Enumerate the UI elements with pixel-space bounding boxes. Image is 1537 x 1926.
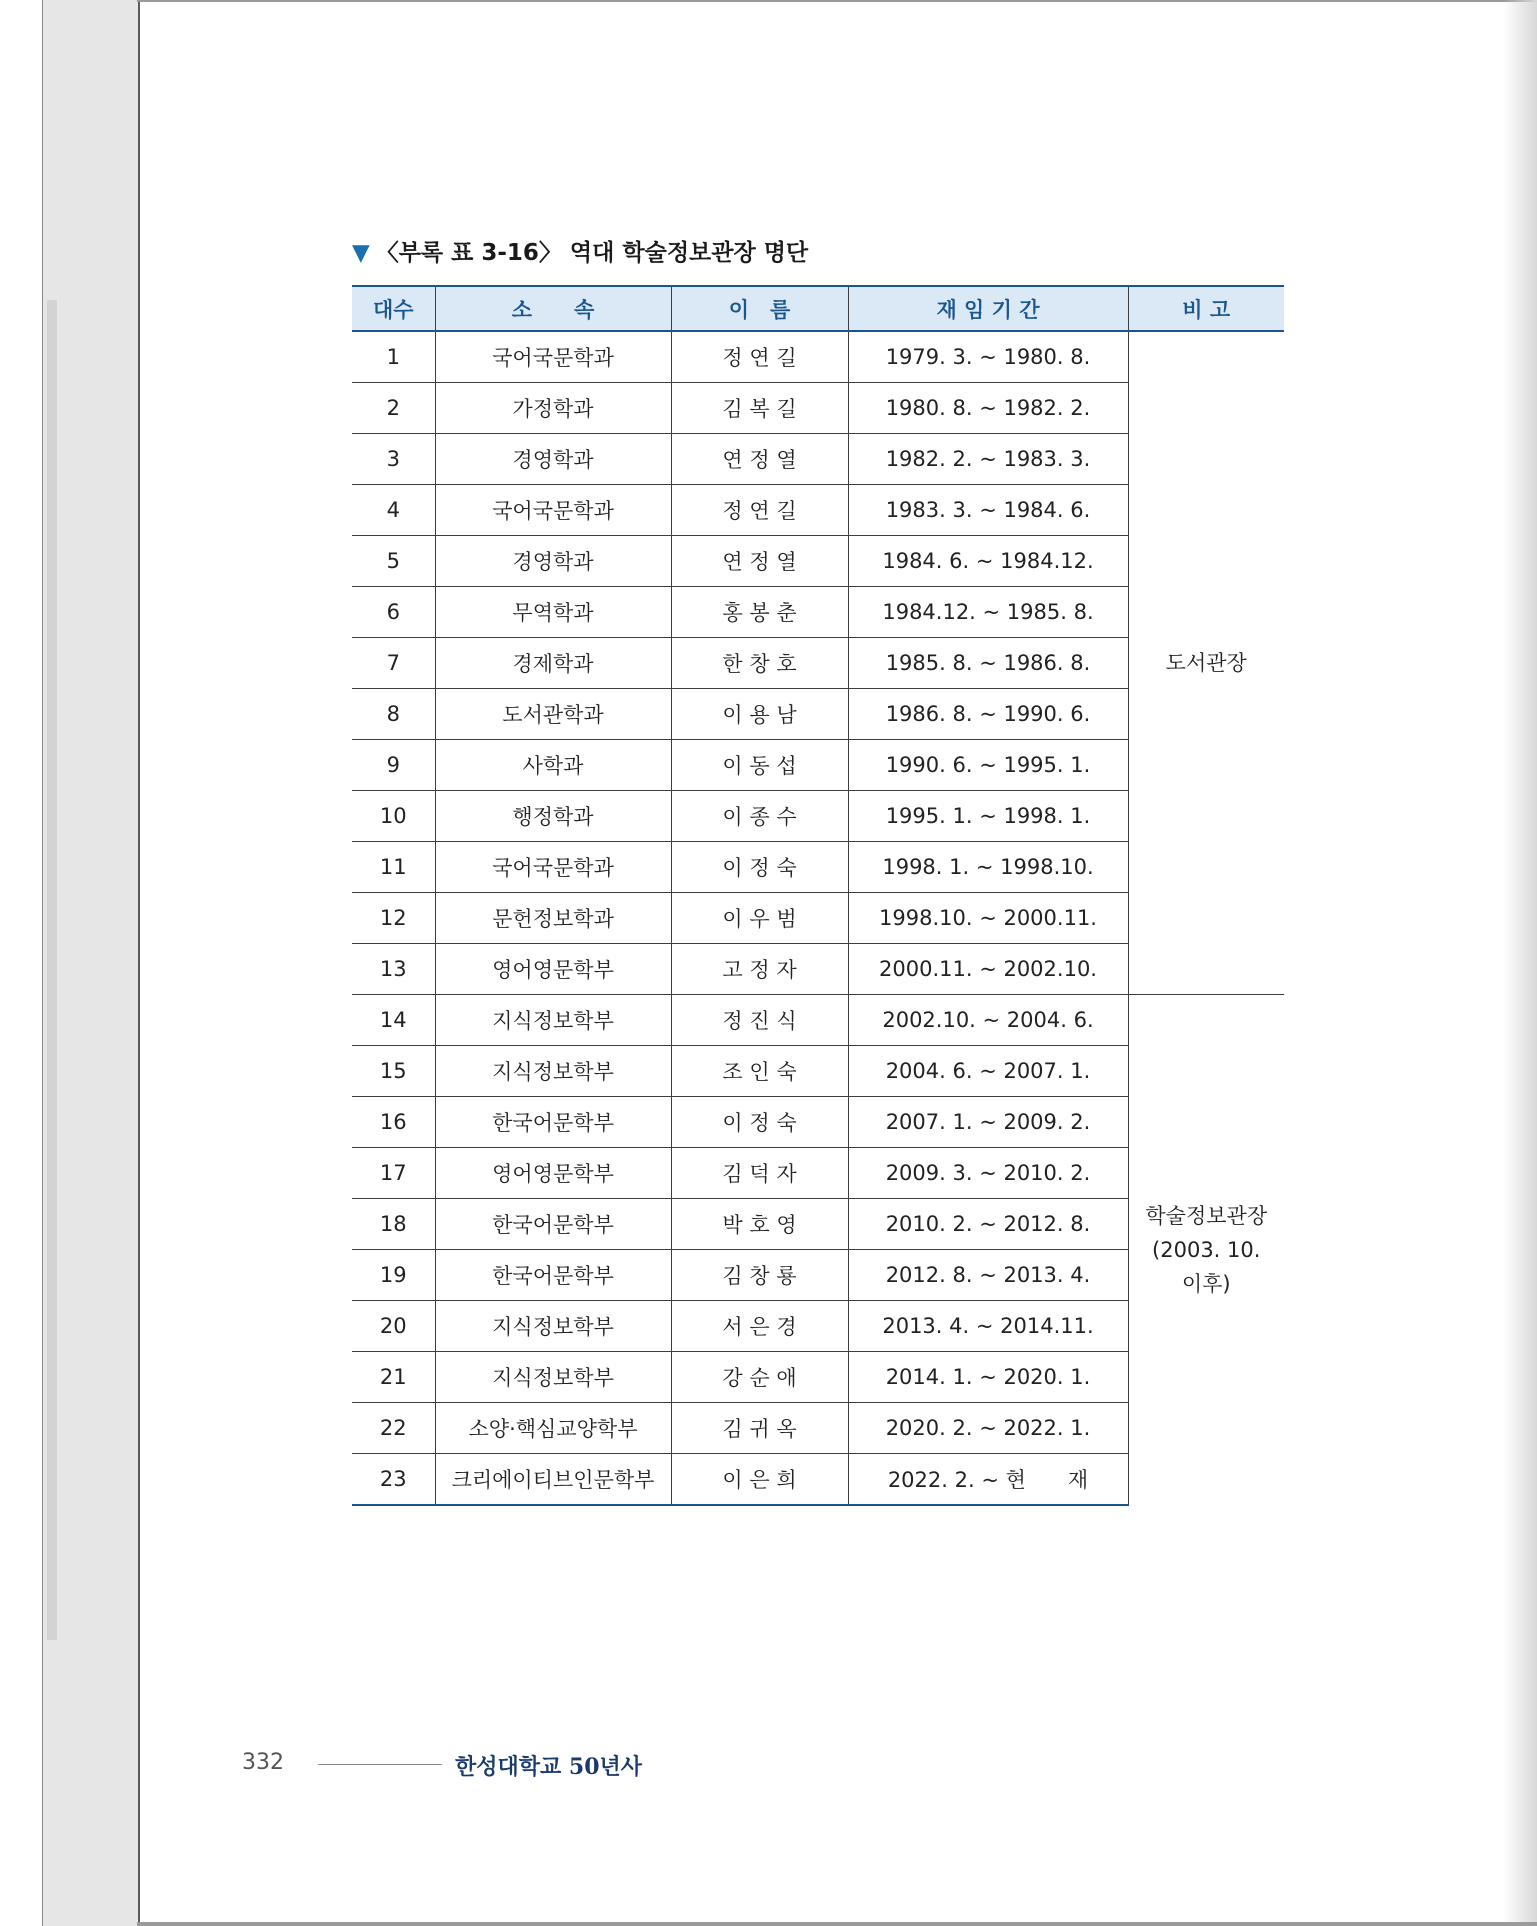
cell-department: 행정학과: [435, 791, 671, 842]
cell-term: 14: [352, 995, 435, 1046]
cell-term: 9: [352, 740, 435, 791]
cell-name: 정 연 길: [671, 331, 848, 383]
cell-name: 고 정 자: [671, 944, 848, 995]
cell-department: 경영학과: [435, 434, 671, 485]
cell-department: 경제학과: [435, 638, 671, 689]
cell-tenure: 1985. 8. ~ 1986. 8.: [848, 638, 1128, 689]
cell-tenure: 2004. 6. ~ 2007. 1.: [848, 1046, 1128, 1097]
col-header-term: 대수: [352, 286, 435, 331]
cell-tenure: 2002.10. ~ 2004. 6.: [848, 995, 1128, 1046]
running-footer-title: 한성대학교 50년사: [455, 1754, 643, 1780]
col-header-tenure: 재 임 기 간: [848, 286, 1128, 331]
cell-department: 지식정보학부: [435, 1301, 671, 1352]
cell-department: 지식정보학부: [435, 1352, 671, 1403]
cell-name: 김 창 룡: [671, 1250, 848, 1301]
directors-table: [352, 285, 1284, 1506]
cell-tenure: 1998.10. ~ 2000.11.: [848, 893, 1128, 944]
cell-name: 이 용 남: [671, 689, 848, 740]
cell-tenure: 2012. 8. ~ 2013. 4.: [848, 1250, 1128, 1301]
cell-name: 연 정 열: [671, 536, 848, 587]
cell-name: 정 진 식: [671, 995, 848, 1046]
cell-department: 문헌정보학과: [435, 893, 671, 944]
cell-name: 강 순 애: [671, 1352, 848, 1403]
book-top-edge: [137, 0, 1537, 2]
cell-tenure: 2000.11. ~ 2002.10.: [848, 944, 1128, 995]
cell-name: 조 인 숙: [671, 1046, 848, 1097]
col-header-remarks: 비 고: [1128, 286, 1284, 331]
cell-term: 21: [352, 1352, 435, 1403]
cell-term: 16: [352, 1097, 435, 1148]
book-spine-inner: [47, 300, 57, 1640]
book-bottom-edge: [137, 1922, 1537, 1926]
cell-department: 국어국문학과: [435, 331, 671, 383]
col-header-name: 이 름: [671, 286, 848, 331]
cell-department: 소양·핵심교양학부: [435, 1403, 671, 1454]
cell-name: 정 연 길: [671, 485, 848, 536]
triangle-marker-icon: ▼: [352, 240, 370, 266]
cell-department: 무역학과: [435, 587, 671, 638]
cell-term: 10: [352, 791, 435, 842]
cell-department: 경영학과: [435, 536, 671, 587]
page-right-shadow: [1503, 0, 1537, 1926]
cell-term: 7: [352, 638, 435, 689]
cell-department: 가정학과: [435, 383, 671, 434]
cell-department: 한국어문학부: [435, 1199, 671, 1250]
cell-name: 이 종 수: [671, 791, 848, 842]
cell-term: 22: [352, 1403, 435, 1454]
cell-tenure: 1986. 8. ~ 1990. 6.: [848, 689, 1128, 740]
cell-name: 이 동 섭: [671, 740, 848, 791]
cell-name: 이 정 숙: [671, 842, 848, 893]
cell-term: 23: [352, 1454, 435, 1506]
cell-term: 5: [352, 536, 435, 587]
cell-term: 8: [352, 689, 435, 740]
book-spine: [42, 0, 140, 1926]
cell-tenure: 1979. 3. ~ 1980. 8.: [848, 331, 1128, 383]
cell-tenure: 1980. 8. ~ 1982. 2.: [848, 383, 1128, 434]
cell-department: 도서관학과: [435, 689, 671, 740]
table-body: [352, 331, 1284, 1505]
cell-department: 한국어문학부: [435, 1097, 671, 1148]
cell-tenure: 1990. 6. ~ 1995. 1.: [848, 740, 1128, 791]
page-number: 332: [242, 1750, 284, 1775]
table-row: [352, 331, 1284, 383]
cell-term: 20: [352, 1301, 435, 1352]
cell-term: 4: [352, 485, 435, 536]
cell-department: 지식정보학부: [435, 995, 671, 1046]
cell-tenure: 2022. 2. ~ 현 재: [848, 1454, 1128, 1506]
col-header-department: 소 속: [435, 286, 671, 331]
cell-tenure: 1995. 1. ~ 1998. 1.: [848, 791, 1128, 842]
cell-tenure: 2013. 4. ~ 2014.11.: [848, 1301, 1128, 1352]
cell-tenure: 1984. 6. ~ 1984.12.: [848, 536, 1128, 587]
cell-department: 한국어문학부: [435, 1250, 671, 1301]
cell-tenure: 1982. 2. ~ 1983. 3.: [848, 434, 1128, 485]
cell-name: 연 정 열: [671, 434, 848, 485]
table-header-row: [352, 286, 1284, 331]
cell-name: 이 우 범: [671, 893, 848, 944]
cell-department: 국어국문학과: [435, 485, 671, 536]
table-row: [352, 995, 1284, 1046]
cell-term: 11: [352, 842, 435, 893]
table-caption: [352, 234, 808, 267]
table-caption-text: 〈부록 표 3-16〉 역대 학술정보관장 명단: [375, 240, 809, 266]
cell-department: 영어영문학부: [435, 1148, 671, 1199]
cell-term: 2: [352, 383, 435, 434]
cell-remarks: 도서관장: [1128, 331, 1284, 995]
cell-name: 이 정 숙: [671, 1097, 848, 1148]
cell-department: 국어국문학과: [435, 842, 671, 893]
cell-tenure: 1998. 1. ~ 1998.10.: [848, 842, 1128, 893]
footer-rule: [318, 1764, 442, 1765]
cell-term: 3: [352, 434, 435, 485]
cell-department: 사학과: [435, 740, 671, 791]
cell-tenure: 1983. 3. ~ 1984. 6.: [848, 485, 1128, 536]
cell-tenure: 2020. 2. ~ 2022. 1.: [848, 1403, 1128, 1454]
cell-name: 서 은 경: [671, 1301, 848, 1352]
cell-term: 12: [352, 893, 435, 944]
cell-term: 15: [352, 1046, 435, 1097]
cell-tenure: 2010. 2. ~ 2012. 8.: [848, 1199, 1128, 1250]
cell-name: 홍 봉 춘: [671, 587, 848, 638]
cell-name: 김 덕 자: [671, 1148, 848, 1199]
cell-tenure: 2009. 3. ~ 2010. 2.: [848, 1148, 1128, 1199]
cell-name: 박 호 영: [671, 1199, 848, 1250]
cell-term: 19: [352, 1250, 435, 1301]
cell-term: 18: [352, 1199, 435, 1250]
cell-tenure: 2014. 1. ~ 2020. 1.: [848, 1352, 1128, 1403]
cell-term: 6: [352, 587, 435, 638]
cell-name: 이 은 희: [671, 1454, 848, 1506]
cell-department: 지식정보학부: [435, 1046, 671, 1097]
cell-term: 1: [386, 345, 400, 369]
cell-department: 영어영문학부: [435, 944, 671, 995]
cell-term: 13: [352, 944, 435, 995]
cell-name: 한 창 호: [671, 638, 848, 689]
cell-department: 크리에이티브인문학부: [435, 1454, 671, 1506]
cell-tenure: 2007. 1. ~ 2009. 2.: [848, 1097, 1128, 1148]
cell-remarks: 학술정보관장 (2003. 10. 이후): [1128, 995, 1284, 1506]
cell-name: 김 귀 옥: [671, 1403, 848, 1454]
cell-term: 17: [352, 1148, 435, 1199]
cell-name: 김 복 길: [671, 383, 848, 434]
cell-tenure: 1984.12. ~ 1985. 8.: [848, 587, 1128, 638]
